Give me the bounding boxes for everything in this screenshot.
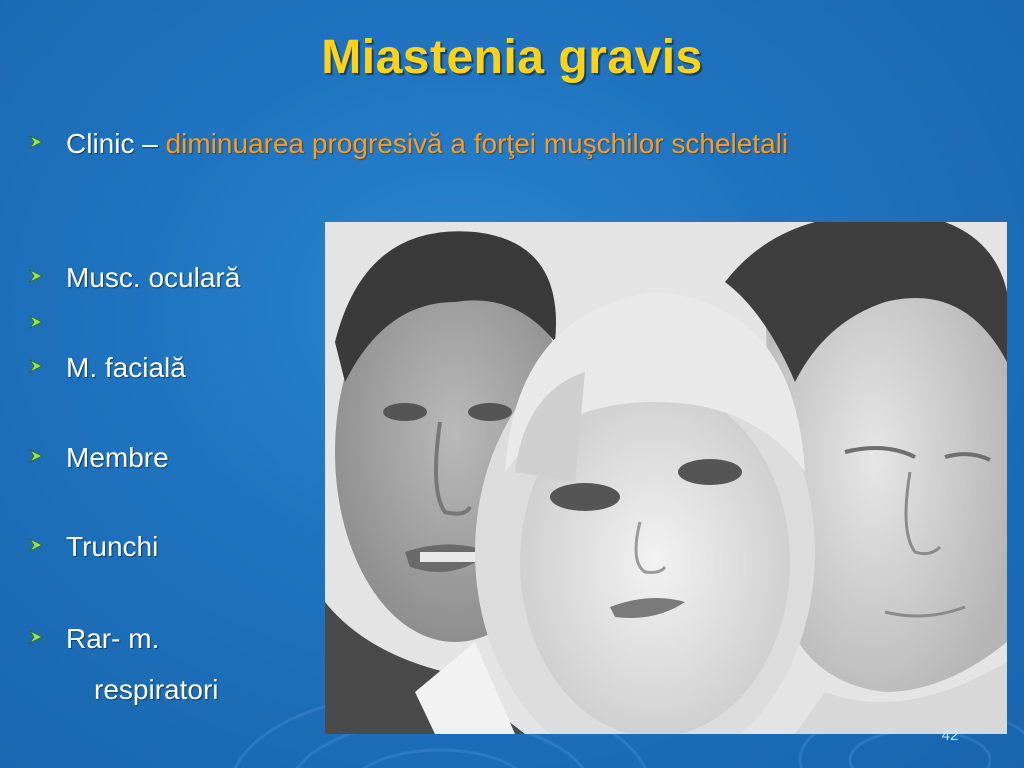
arrow-bullet-icon [28,537,44,553]
slide-title: Miastenia gravis [321,31,703,84]
arrow-bullet-icon [28,314,44,330]
bullet-label: Musc. oculară [66,262,241,293]
arrow-bullet-icon [28,448,44,464]
slide-number: 42 [941,727,959,744]
patients-photo-image [325,222,1007,734]
bullet-label: M. facială [66,352,186,383]
patients-photo [325,222,1007,734]
bullet-accent-text: diminuarea progresivă a forţei muşchilor scheletali [165,128,789,159]
arrow-bullet-icon [28,134,44,150]
bullet-label: Clinic – [66,128,166,159]
arrow-bullet-icon [28,358,44,374]
bullet-label: Membre [66,442,169,473]
arrow-bullet-icon [28,268,44,284]
bullet-label: Rar- m. [66,623,160,654]
arrow-bullet-icon [28,629,44,645]
bullet-continuation: respiratori [94,674,219,705]
bullet-label: Trunchi [66,531,159,562]
